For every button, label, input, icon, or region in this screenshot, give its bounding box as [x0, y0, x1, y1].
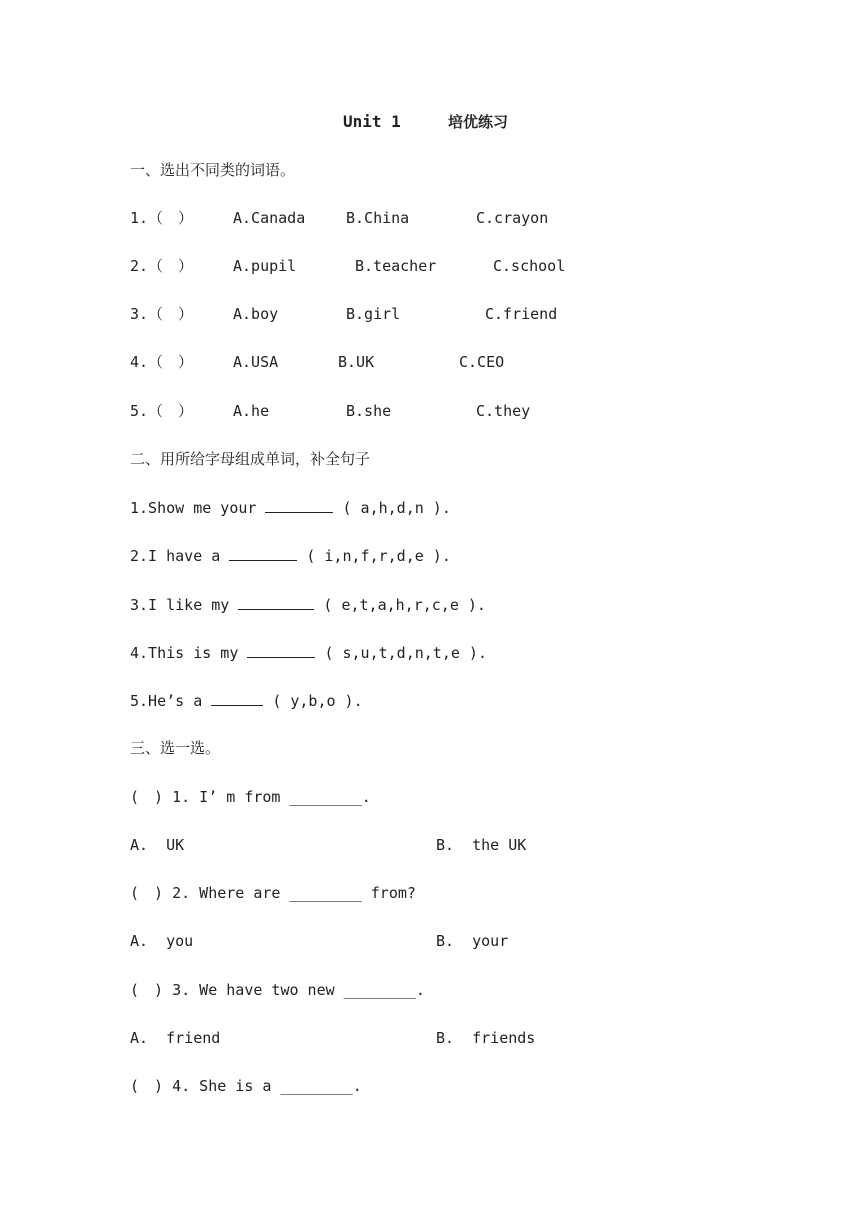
s2-q5-hint: ( y,b,o ). [272, 692, 363, 710]
s2-q2-text: 2.I have a [130, 547, 221, 565]
s1-q5-option-c: C.they [476, 402, 531, 420]
s1-q4-option-c: C.CEO [459, 353, 505, 371]
section2-heading: 二、用所给字母组成单词，补全句子 [130, 450, 371, 468]
s3-q2-option-b: B. your [436, 932, 509, 950]
s2-q5-sentence [130, 691, 363, 710]
s2-q2-blank[interactable] [229, 546, 297, 561]
s2-q3-hint: ( e,t,a,h,r,c,e ). [323, 596, 486, 614]
section3-heading: 三、选一选。 [130, 739, 221, 757]
s1-q3-number: 3.（ ） [130, 305, 194, 323]
s2-q1-hint: ( a,h,d,n ). [342, 499, 451, 517]
s3-q1-stem: ( ) 1. I’ m from ________. [130, 788, 371, 806]
s1-q2-option-c: C.school [493, 257, 566, 275]
section1-heading: 一、选出不同类的词语。 [130, 161, 296, 179]
title-unit: Unit 1 [343, 112, 401, 131]
s2-q4-blank[interactable] [247, 643, 315, 658]
s2-q2-sentence [130, 546, 451, 565]
s2-q4-sentence [130, 643, 487, 662]
s2-q1-text: 1.Show me your [130, 499, 257, 517]
s1-q4-number: 4.（ ） [130, 353, 194, 371]
s2-q3-text: 3.I like my [130, 596, 230, 614]
s1-q4-option-a: A.USA [233, 353, 279, 371]
s1-q3-option-a: A.boy [233, 305, 279, 323]
s2-q2-hint: ( i,n,f,r,d,e ). [306, 547, 451, 565]
s2-q1-sentence [130, 498, 451, 517]
s1-q5-option-b: B.she [346, 402, 392, 420]
s3-q2-stem: ( ) 2. Where are ________ from? [130, 884, 416, 902]
s2-q4-hint: ( s,u,t,d,n,t,e ). [324, 644, 487, 662]
s1-q5-number: 5.（ ） [130, 402, 194, 420]
s3-q3-option-a: A. friend [130, 1029, 221, 1047]
s3-q1-option-a: A. UK [130, 836, 185, 854]
s1-q1-option-c: C.crayon [476, 209, 549, 227]
s1-q2-option-b: B.teacher [355, 257, 437, 275]
s3-q1-option-b: B. the UK [436, 836, 527, 854]
s2-q3-blank[interactable] [238, 595, 314, 610]
s1-q3-option-c: C.friend [485, 305, 558, 323]
s1-q1-option-b: B.China [346, 209, 410, 227]
s1-q2-option-a: A.pupil [233, 257, 297, 275]
s2-q5-blank[interactable] [211, 691, 263, 706]
s1-q3-option-b: B.girl [346, 305, 401, 323]
s3-q3-option-b: B. friends [436, 1029, 536, 1047]
s3-q4-stem: ( ) 4. She is a ________. [130, 1077, 362, 1095]
s2-q1-blank[interactable] [265, 498, 333, 513]
s1-q1-option-a: A.Canada [233, 209, 306, 227]
s2-q5-text: 5.He’s a [130, 692, 203, 710]
s1-q5-option-a: A.he [233, 402, 270, 420]
title-text: 培优练习 [448, 113, 509, 131]
s3-q2-option-a: A. you [130, 932, 194, 950]
s1-q2-number: 2.（ ） [130, 257, 194, 275]
s1-q4-option-b: B.UK [338, 353, 375, 371]
s1-q1-number: 1.（ ） [130, 209, 194, 227]
s3-q3-stem: ( ) 3. We have two new ________. [130, 981, 425, 999]
s2-q3-sentence [130, 595, 486, 614]
s2-q4-text: 4.This is my [130, 644, 239, 662]
